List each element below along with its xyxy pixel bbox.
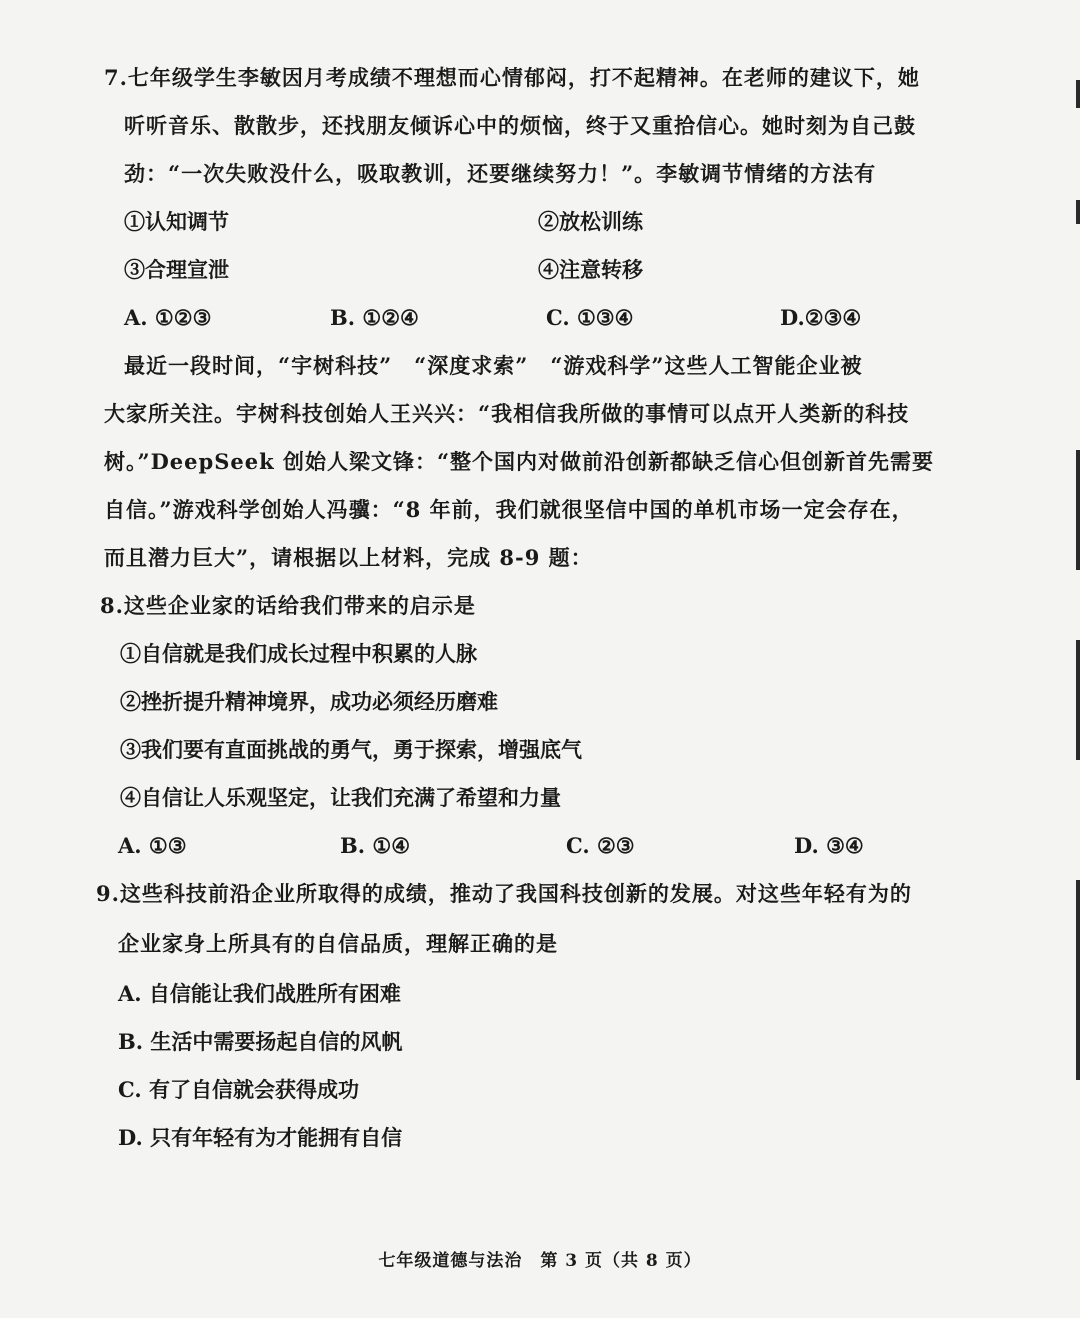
material-line-5: 而且潜力巨大”，请根据以上材料，完成 8-9 题： [104,545,593,570]
q8-item-3: ③我们要有直面挑战的勇气，勇于探索，增强底气 [120,737,582,762]
q8-choice-b: B. ①④ [340,833,411,858]
q7-choice-c: C. ①③④ [546,305,634,330]
scan-edge-mark [1076,200,1080,224]
q7-item-3: ③合理宣泄 [124,257,229,282]
page-footer: 七年级道德与法治 第 3 页（共 8 页） [378,1251,702,1271]
q8-choice-d: D. ③④ [794,833,864,858]
q7-line-1: 7.七年级学生李敏因月考成绩不理想而心情郁闷，打不起精神。在老师的建议下，她 [104,65,920,90]
q9-choice-b: B. 生活中需要扬起自信的风帆 [118,1029,403,1054]
scan-edge-mark [1076,640,1080,760]
q7-choice-a: A. ①②③ [124,305,212,330]
q7-choice-b: B. ①②④ [330,305,419,330]
q8-stem: 8.这些企业家的话给我们带来的启示是 [100,593,476,618]
q9-choice-d: D. 只有年轻有为才能拥有自信 [118,1125,403,1150]
q7-line-3: 劲：“一次失败没什么，吸取教训，还要继续努力！”。李敏调节情绪的方法有 [124,161,877,186]
q8-choice-c: C. ②③ [566,833,635,858]
q9-choice-c: C. 有了自信就会获得成功 [118,1077,359,1102]
q8-item-4: ④自信让人乐观坚定，让我们充满了希望和力量 [120,785,561,810]
q9-line-1: 9.这些科技前沿企业所取得的成绩，推动了我国科技创新的发展。对这些年轻有为的 [96,881,912,906]
q7-item-2: ②放松训练 [538,209,643,234]
material-line-1: 最近一段时间，“宇树科技” “深度求索” “游戏科学”这些人工智能企业被 [124,353,863,378]
q7-line-2: 听听音乐、散散步，还找朋友倾诉心中的烦恼，终于又重拾信心。她时刻为自己鼓 [124,113,916,138]
material-line-3: 树。”DeepSeek 创始人梁文锋：“整个国内对做前沿创新都缺乏信心但创新首先需要 [104,449,935,474]
q7-choice-d: D.②③④ [780,305,862,330]
scan-edge-mark [1076,880,1080,1080]
material-line-4: 自信。”游戏科学创始人冯骥：“8 年前，我们就很坚信中国的单机市场一定会存在， [104,497,914,522]
q9-line-2: 企业家身上所具有的自信品质，理解正确的是 [118,931,558,956]
q9-choice-a: A. 自信能让我们战胜所有困难 [118,981,401,1006]
scan-edge-mark [1076,80,1080,108]
scan-edge-mark [1076,450,1080,570]
q7-item-1: ①认知调节 [124,209,229,234]
material-line-2: 大家所关注。宇树科技创始人王兴兴：“我相信我所做的事情可以点开人类新的科技 [104,401,910,426]
q8-item-1: ①自信就是我们成长过程中积累的人脉 [120,641,477,666]
q8-item-2: ②挫折提升精神境界，成功必须经历磨难 [120,689,498,714]
q7-item-4: ④注意转移 [538,257,643,282]
q8-choice-a: A. ①③ [118,833,187,858]
